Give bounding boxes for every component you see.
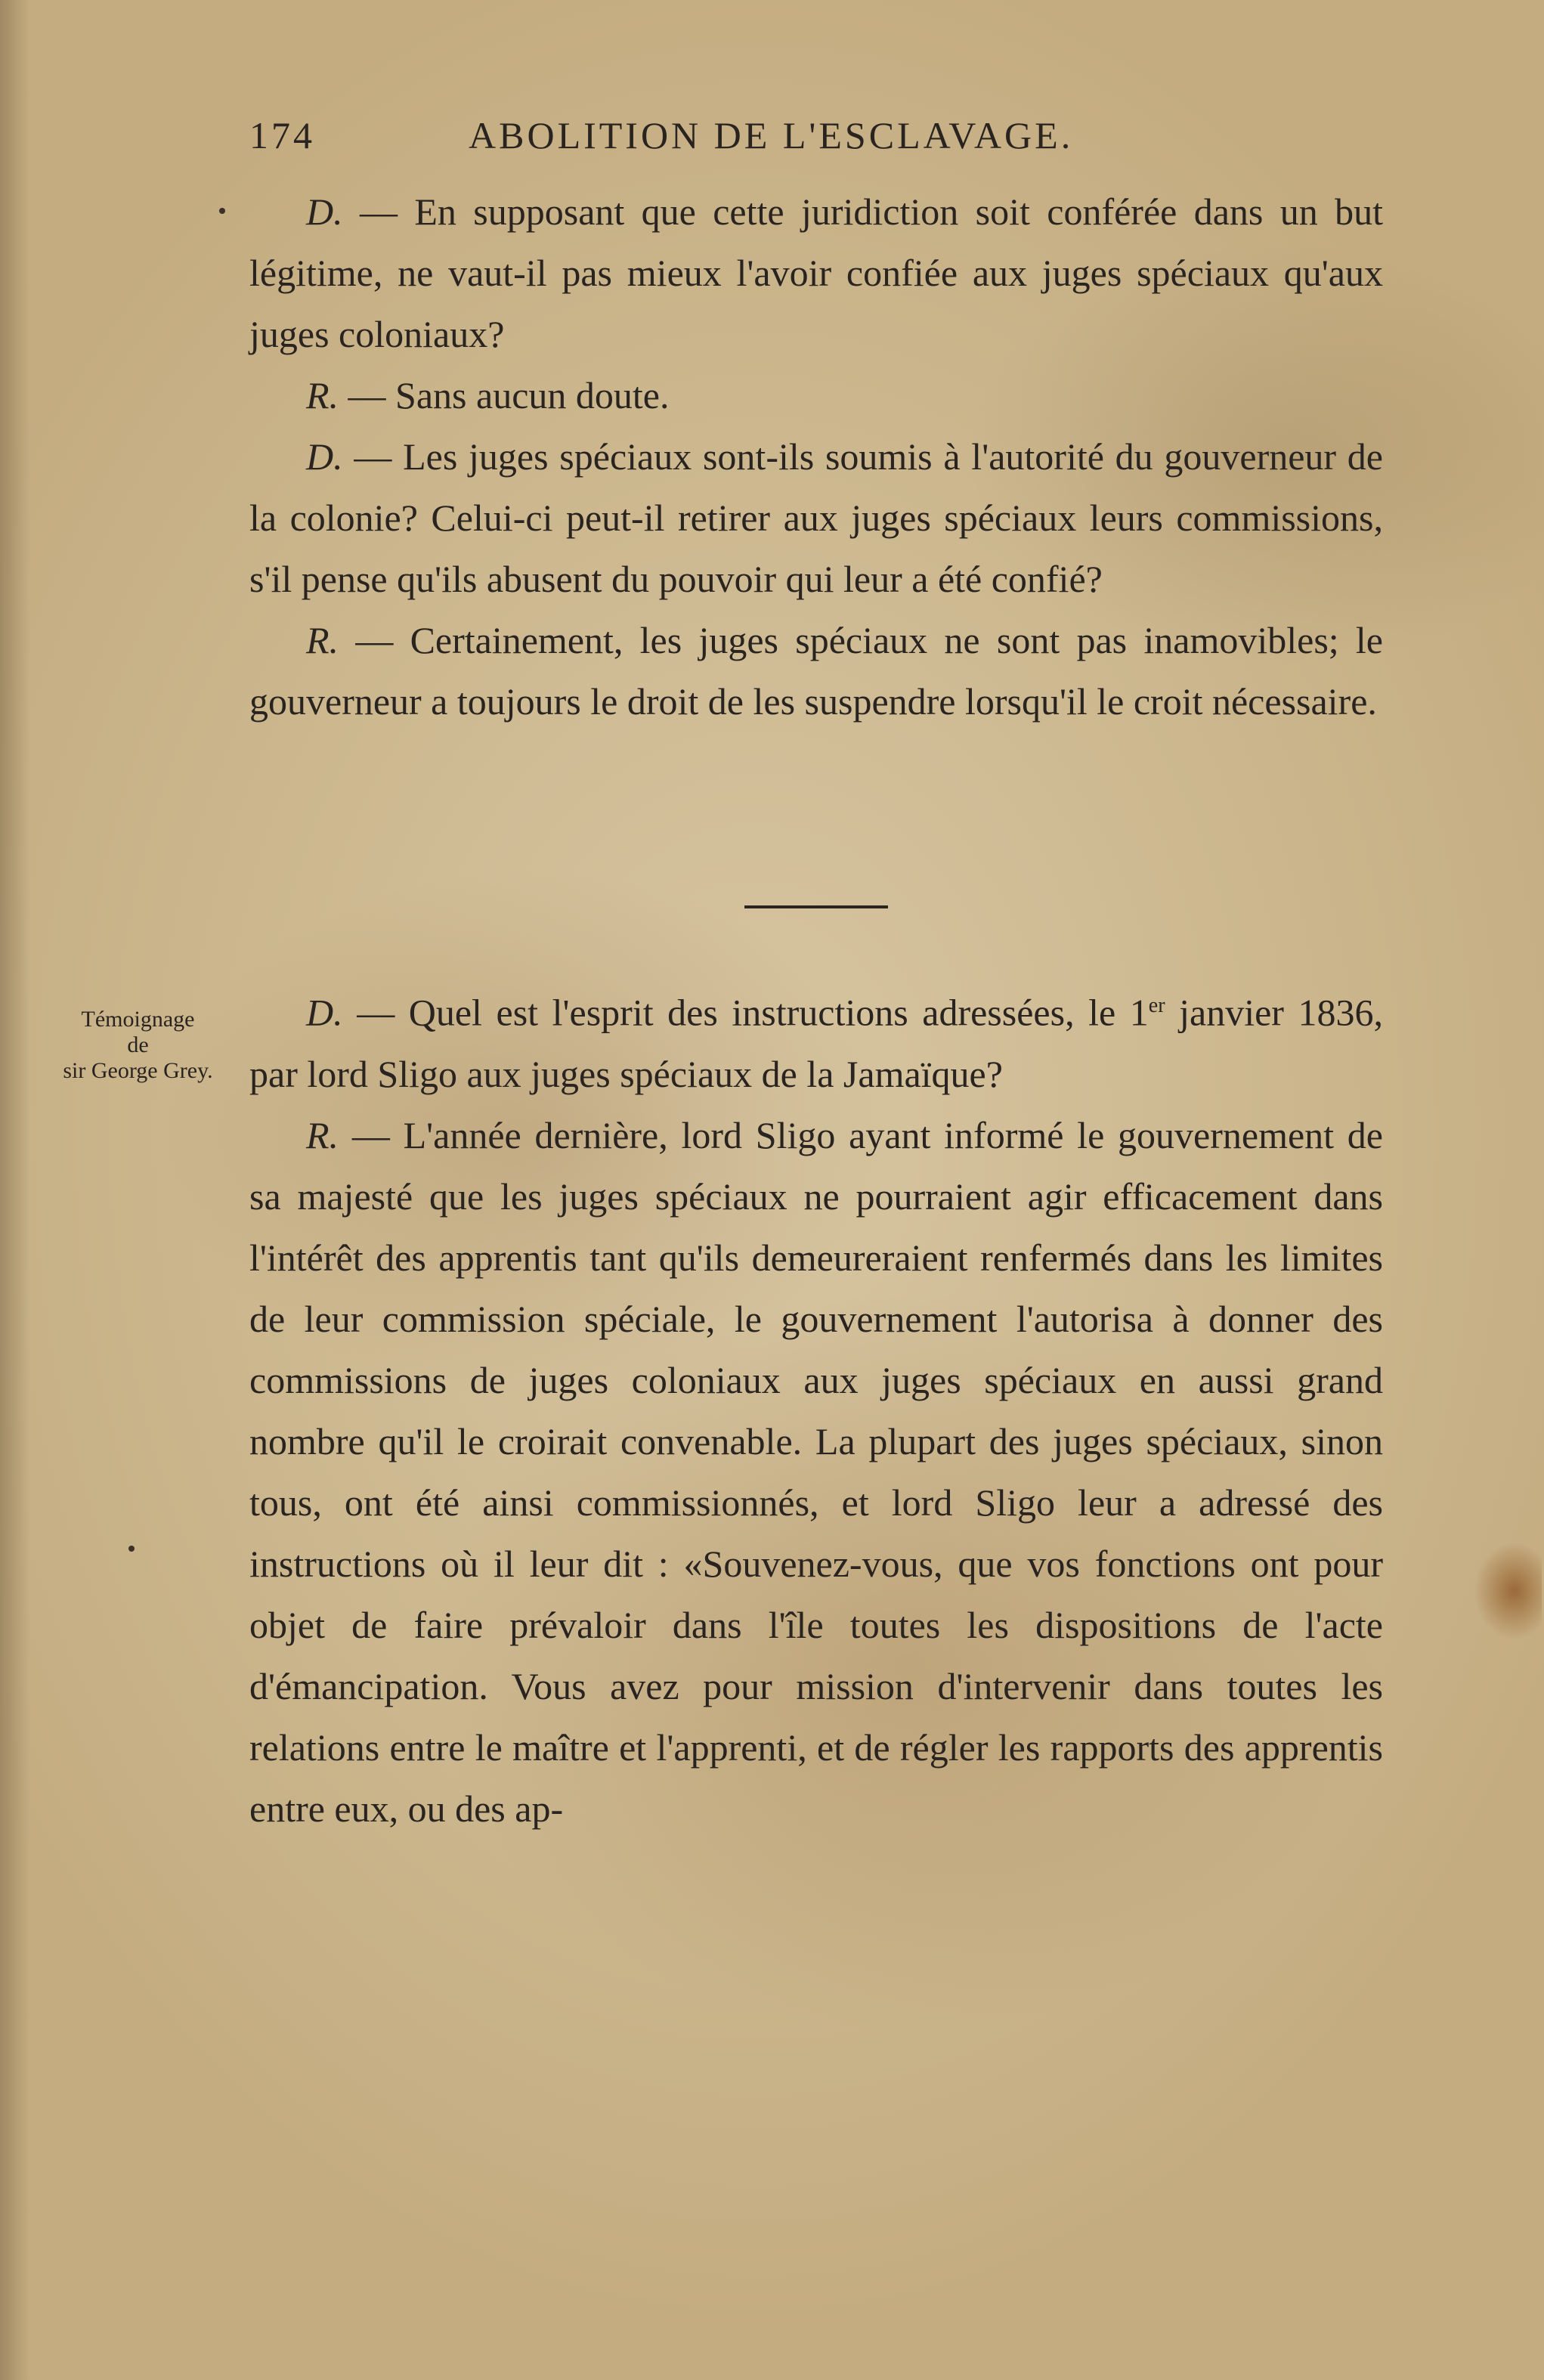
paragraph-text: janvier 1836, par lord Sligo aux juges spéciaux de la Jamaïque? (249, 991, 1384, 1095)
ink-speck (219, 208, 225, 214)
paragraph-text: — En supposant que cette juridiction soit conférée dans un but légitime, ne vaut-il pas mieux l'avoir confiée aux juges spéciaux qu'aux juges coloniaux? (249, 190, 1384, 355)
dialogue-section-2 (249, 975, 1383, 1840)
dialogue-section-1 (249, 181, 1383, 732)
running-head (249, 113, 1171, 166)
page-number: 174 (249, 114, 315, 156)
speaker-label: R. (306, 374, 339, 416)
paragraph-answer-2 (249, 610, 1383, 732)
section-divider (744, 905, 888, 908)
paragraph-answer-1 (249, 365, 1383, 426)
paragraph-text: — Certainement, les juges spéciaux ne sont pas inamovibles; le gouverneur a toujours le droit de les suspendre lorsqu'il le croit nécessaire. (249, 619, 1384, 723)
margin-note-line: de (127, 1032, 149, 1057)
paragraph-text: — L'année dernière, lord Sligo ayant informé le gouvernement de sa majesté que les juges spéciaux ne pourraient agir efficacement dans l'intérêt des apprentis tant qu'ils demeureraient renfermés dans les limites de leur commission spéciale, le gouvernement l'autorisa à donner des commissions de juges coloniaux aux juges spéciaux en aussi grand nombre qu'il le croirait convenable. La plupart des juges spéciaux, sinon tous, ont été ainsi commissionnés, et lord Sligo leur a adressé des instructions où il leur dit : «Souvenez-vous, que vos fonctions ont pour objet de faire prévaloir dans l'île toutes les dispositions de l'acte d'émancipation. Vous avez pour mission d'intervenir dans toutes les relations entre le maître et l'apprenti, et de régler les rapports des apprentis entre eux, ou des ap- (249, 1113, 1384, 1830)
paragraph-answer-3 (249, 1105, 1383, 1840)
speaker-label: D. (306, 435, 343, 478)
speaker-label: R. (306, 1113, 339, 1156)
paragraph-question-1 (249, 181, 1383, 365)
margin-note-line: Témoignage (81, 1007, 195, 1032)
paragraph-text: — Les juges spéciaux sont-ils soumis à l'autorité du gouverneur de la colonie? Celui-ci peut-il retirer aux juges spéciaux leurs commissions, s'il pense qu'ils abusent du pouvoir qui leur a été confié? (249, 435, 1383, 600)
paragraph-question-3 (249, 975, 1383, 1105)
paragraph-text: — Sans aucun doute. (348, 374, 670, 416)
page-edge-shadow (0, 0, 30, 2380)
paragraph-question-2 (249, 426, 1383, 610)
margin-note (38, 1007, 238, 1084)
paragraph-text: — Quel est l'esprit des instructions adressées, le 1 (357, 991, 1149, 1034)
superscript: er (1148, 994, 1165, 1017)
speaker-label: D. (306, 991, 343, 1034)
ink-speck (128, 1546, 135, 1552)
speaker-label: D. (306, 190, 343, 233)
running-title: ABOLITION DE L'ESCLAVAGE. (469, 114, 1074, 156)
margin-note-line: sir George Grey. (63, 1058, 213, 1083)
speaker-label: R. (306, 619, 339, 661)
paper-stain (1474, 1542, 1542, 1640)
